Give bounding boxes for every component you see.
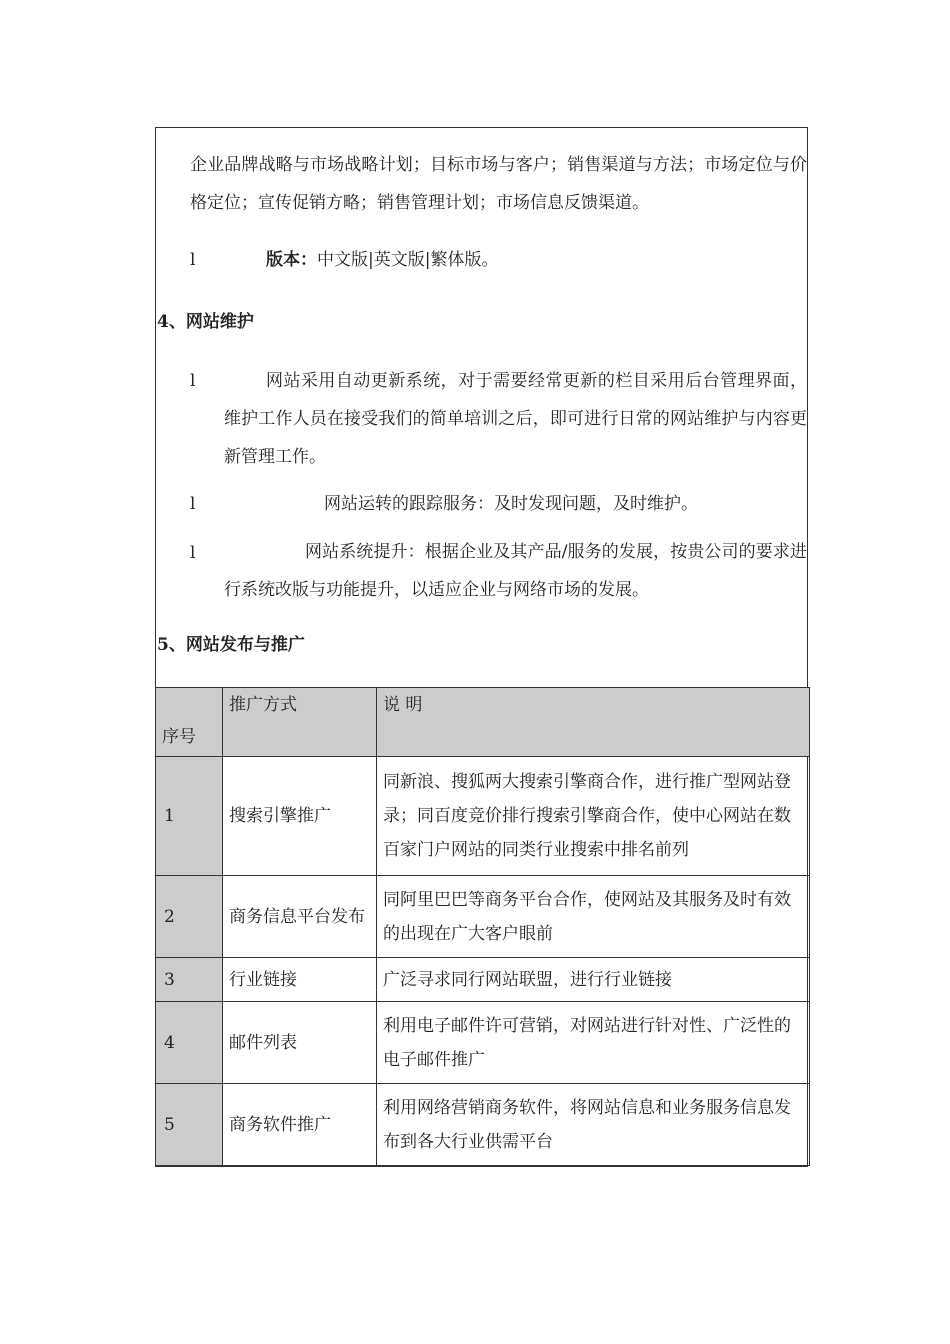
maintenance-bullet-3: 网站系统提升：根据企业及其产品/服务的发展，按贵公司的要求进行系统改版与功能提升，以适应企业与网络市场的发展。 <box>224 542 807 600</box>
section5-title: 5、网站发布与推广 <box>157 635 305 655</box>
table-row <box>156 757 810 876</box>
maintenance-bullet-2: 网站运转的跟踪服务：及时发现问题，及时维护。 <box>324 494 698 514</box>
table-row <box>156 1084 810 1166</box>
table-row <box>156 1002 810 1084</box>
bullet-marker: l <box>190 371 196 391</box>
section4-title: 4、网站维护 <box>157 312 254 332</box>
row-index: 3 <box>156 958 223 1002</box>
bullet-marker: l <box>190 543 196 563</box>
bullet-marker: l <box>190 250 196 270</box>
intro-paragraph: 企业品牌战略与市场战略计划；目标市场与客户；销售渠道与方法；市场定位与价格定位；宣传促销方略；销售管理计划；市场信息反馈渠道。 <box>190 155 807 213</box>
row-index: 2 <box>156 876 223 958</box>
row-index: 5 <box>156 1084 223 1166</box>
header-description: 说 明 <box>377 688 810 757</box>
row-method: 搜索引擎推广 <box>223 757 377 876</box>
header-method: 推广方式 <box>223 688 377 757</box>
row-description: 同阿里巴巴等商务平台合作，使网站及其服务及时有效的出现在广大客户眼前 <box>377 876 810 958</box>
table-header-row <box>156 688 810 757</box>
table-row <box>156 876 810 958</box>
row-method: 商务软件推广 <box>223 1084 377 1166</box>
bullet-marker: l <box>190 494 196 514</box>
row-method: 商务信息平台发布 <box>223 876 377 958</box>
row-index: 1 <box>156 757 223 876</box>
row-index: 4 <box>156 1002 223 1084</box>
table-row <box>156 958 810 1002</box>
promotion-table <box>155 687 810 1166</box>
row-description: 利用电子邮件许可营销，对网站进行针对性、广泛性的电子邮件推广 <box>377 1002 810 1084</box>
row-method: 邮件列表 <box>223 1002 377 1084</box>
row-description: 同新浪、搜狐两大搜索引擎商合作，进行推广型网站登录；同百度竞价排行搜索引擎商合作，使中心网站在数百家门户网站的同类行业搜索中排名前列 <box>377 757 810 876</box>
header-index: 序号 <box>156 688 223 757</box>
row-description: 广泛寻求同行网站联盟，进行行业链接 <box>377 958 810 1002</box>
version-text: 中文版|英文版|繁体版。 <box>317 250 499 270</box>
version-label: 版本： <box>266 250 317 270</box>
maintenance-bullet-1: 网站采用自动更新系统，对于需要经常更新的栏目采用后台管理界面，维护工作人员在接受我们的简单培训之后，即可进行日常的网站维护与内容更新管理工作。 <box>224 371 807 467</box>
version-line <box>266 246 498 274</box>
row-method: 行业链接 <box>223 958 377 1002</box>
row-description: 利用网络营销商务软件，将网站信息和业务服务信息发布到各大行业供需平台 <box>377 1084 810 1166</box>
